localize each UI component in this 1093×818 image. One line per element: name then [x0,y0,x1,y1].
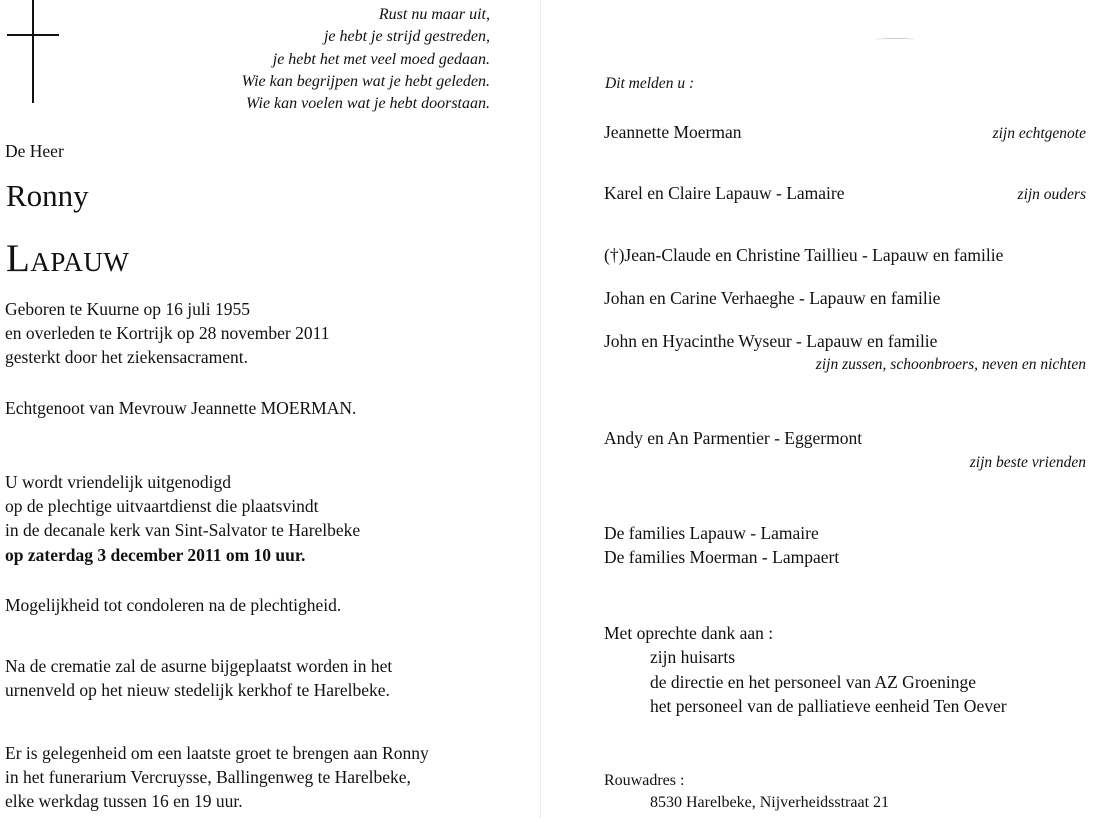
siblings-relation: zijn zussen, schoonbroers, neven en nichten [815,356,1086,373]
visit-line: in het funerarium Vercruysse, Ballingenweg te Harelbeke, [5,767,411,788]
poem-line: je hebt het met veel moed gedaan. [272,50,490,68]
condolence-note [5,593,341,617]
paper-mark [876,38,914,41]
address-label: Rouwadres : [604,772,685,789]
spouse-line [5,396,356,420]
funeral-line: U wordt vriendelijk uitgenodigd [5,472,232,492]
poem-line: Rust nu maar uit, [378,6,490,23]
parents-name: Karel en Claire Lapauw - Lamaire [604,183,845,203]
spouse-name: Jeannette Moerman [604,122,742,142]
poem-line: Wie kan begrijpen wat je hebt geleden. [241,72,490,90]
honorific: De Heer [5,141,64,161]
friends-relation: zijn beste vrienden [969,454,1086,471]
thanks-item: de directie en het personeel van AZ Groeninge [650,671,977,692]
birth-line: Geboren te Kuurne op 16 juli 1955 [5,299,250,319]
spouse-text: Echtgenoot van Mevrouw Jeannette MOERMAN. [5,398,357,418]
condolence-text: Mogelijkheid tot condoleren na de plechtigheid. [5,595,342,615]
funeral-date: op zaterdag 3 december 2011 om 10 uur. [5,544,306,565]
funeral-line: op de plechtige uitvaartdienst die plaatsvindt [5,496,319,517]
sibling-line: John en Hyacinthe Wyseur - Lapauw en familie [604,331,938,351]
friends-name: Andy en An Parmentier - Eggermont [604,428,863,448]
poem [242,4,490,115]
visit-line: Er is gelegenheid om een laatste groet te brengen aan Ronny [5,743,429,763]
cremation-note [5,654,392,702]
funeral-line: in de decanale kerk van Sint-Salvator te Harelbeke [5,520,361,541]
poem-line: Wie kan voelen wat je hebt doorstaan. [246,95,490,113]
family-line: De families Moerman - Lampaert [604,547,840,568]
thanks-item: het personeel van de palliatieve eenheid Ten Oever [650,695,1007,716]
life-dates [5,297,329,370]
announce-intro: Dit melden u : [605,75,695,92]
sibling-line: Johan en Carine Verhaeghe - Lapauw en familie [604,288,941,308]
sibling-line: (†)Jean-Claude en Christine Taillieu - Lapauw en familie [604,245,1004,265]
spouse-relation: zijn echtgenote [992,125,1086,142]
families [604,521,839,570]
cremation-line: Na de crematie zal de asurne bijgeplaatst worden in het [5,656,393,676]
thanks-item: zijn huisarts [650,647,736,668]
visitation-note [5,741,429,814]
last-name: Lapauw [6,237,130,280]
funeral-invitation [5,470,360,567]
page-fold [540,0,541,818]
cremation-line: urnenveld op het nieuw stedelijk kerkhof te Harelbeke. [5,680,390,701]
visit-line: elke werkdag tussen 16 en 19 uur. [5,791,243,812]
address-value: 8530 Harelbeke, Nijverheidsstraat 21 [650,794,890,811]
first-name: Ronny [6,178,89,213]
thanks [604,621,1007,718]
death-line: en overleden te Kortrijk op 28 november 2011 [5,323,330,344]
thanks-intro: Met oprechte dank aan : [604,623,774,643]
family-line: De families Lapauw - Lamaire [604,523,819,543]
parents-relation: zijn ouders [1017,186,1086,203]
poem-line: je hebt je strijd gestreden, [323,28,490,46]
sacrament-line: gesterkt door het ziekensacrament. [5,347,248,368]
